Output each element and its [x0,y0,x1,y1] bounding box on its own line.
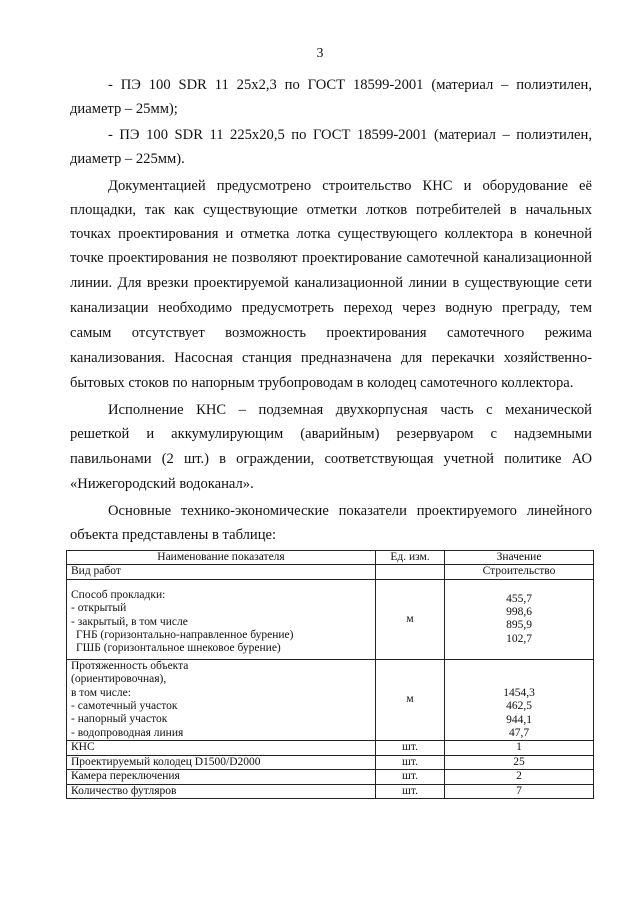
text-line: диаметр – 225мм). [70,151,185,167]
row-label: Вид работ [67,565,376,579]
table-row [67,770,594,784]
row-label [67,659,376,741]
text-line: - ПЭ 100 SDR 11 25х2,3 по ГОСТ 18599-2001 (материал – полиэтилен, [108,77,592,93]
header-value: Значение [445,551,594,565]
page-number: 3 [316,46,324,61]
row-values [445,659,594,741]
row-unit: шт. [376,741,445,755]
row-label-line: - закрытый, в том числе [71,615,188,628]
text-line: канализования. Насосная станция предназначена для перекачки хозяйственно- [70,350,592,366]
row-label-line: - водопроводная линия [71,726,184,739]
text-line: Основные технико-экономические показатели проектируемого линейного [108,503,592,519]
row-unit: шт. [376,784,445,798]
row-value: 944,1 [506,713,532,726]
row-unit [376,565,445,579]
text-line: Исполнение КНС – подземная двухкорпусная часть с механической [108,402,592,418]
table-header-row [67,551,594,565]
row-unit: шт. [376,755,445,769]
header-unit: Ед. изм. [376,551,445,565]
text-line: - ПЭ 100 SDR 11 225х20,5 по ГОСТ 18599-2001 (материал – полиэтилен, [108,127,592,143]
text-line: площадки, так как существующие отметки лотков потребителей в начальных [70,202,592,218]
table-row [67,755,594,769]
text-line: точке проектирования не позволяют проектирование самотечной канализационной [70,250,592,266]
row-label-line: - открытый [71,602,127,615]
row-value: 462,5 [506,700,532,713]
row-value: 895,9 [506,619,532,632]
text-line: решеткой и аккумулирующим (аварийным) резервуаром с надземными [70,426,592,442]
row-unit: шт. [376,770,445,784]
row-value: 47,7 [508,727,530,740]
row-value: 102,7 [506,632,532,645]
row-value: 455,7 [506,592,532,605]
row-value: 1 [445,741,594,755]
row-label: КНС [67,741,376,755]
row-value: 7 [445,784,594,798]
row-label [67,579,376,659]
row-label-line: Способ прокладки: [71,588,166,601]
row-label-line: - напорный участок [71,713,168,726]
text-line: бытовых стоков по напорным трубопроводам в колодец самотечного коллектора. [70,375,574,391]
text-line: диаметр – 25мм); [70,101,178,117]
row-label-line: - самотечный участок [71,700,178,713]
row-value: 1454,3 [503,686,535,699]
table-row [67,741,594,755]
row-label: Количество футляров [67,784,376,798]
text-line: линии. Для врезки проектируемой канализационной линии в существующие сети [70,275,592,291]
specs-table [66,550,594,799]
row-unit: м [376,659,445,741]
row-label: Камера переключения [67,770,376,784]
text-line: павильонами (2 шт.) в ограждении, соответствующая учетной политике АО [70,451,592,467]
table-row [67,579,594,659]
table-row [67,565,594,579]
header-name: Наименование показателя [67,551,376,565]
row-label-line: Протяженность объекта [71,659,189,672]
row-label-line: в том числе: [71,686,131,699]
row-label-line: ГНБ (горизонтально-направленное бурение) [76,629,294,642]
row-label: Проектируемый колодец D1500/D2000 [67,755,376,769]
text-line: канализации необходимо предусмотреть переход через водную преграду, тем [70,300,592,316]
text-line: Документацией предусмотрено строительство КНС и оборудование её [108,178,592,194]
row-value: Строительство [445,565,594,579]
row-values [445,579,594,659]
text-line: самым отсутствует возможность проектирования самотечного режима [70,325,592,341]
row-value: 998,6 [506,605,532,618]
text-line: точках проектирования и отметка лотка существующего коллектора в конечной [70,226,592,242]
table-row [67,659,594,741]
row-label-line: ГШБ (горизонтальное шнековое бурение) [76,642,281,655]
row-label-line: (ориентировочная), [71,673,167,686]
row-value: 25 [445,755,594,769]
text-line: «Нижегородский водоканал». [70,476,254,492]
table-row [67,784,594,798]
row-unit: м [376,579,445,659]
row-value: 2 [445,770,594,784]
text-line: объекта представлены в таблице: [70,527,277,543]
